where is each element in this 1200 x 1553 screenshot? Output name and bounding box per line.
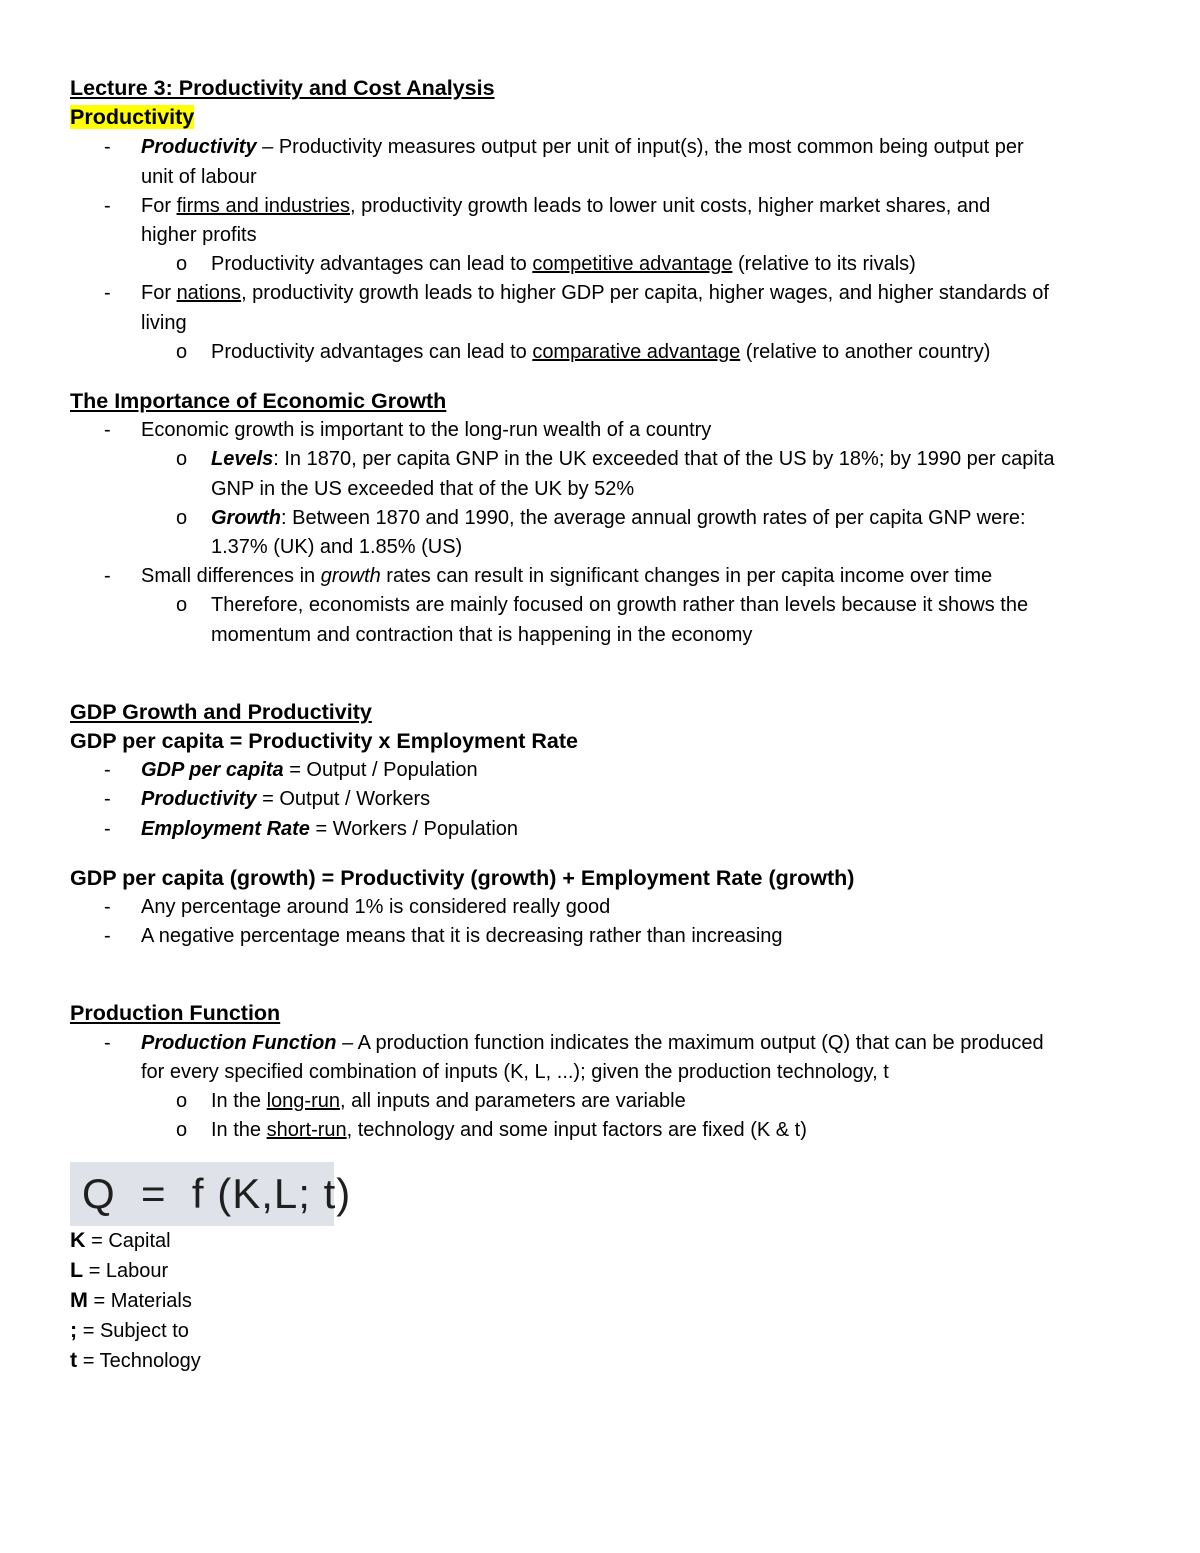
sub-list-item: o Levels: In 1870, per capita GNP in the UK exceeded that of the US by 18%; by 1990 per capita [176,448,1055,471]
section-production-function-title: Production Function [70,1001,281,1026]
page-title: Lecture 3: Productivity and Cost Analysis [70,76,495,100]
gdp-growth-equation: GDP per capita (growth) = Productivity (growth) + Employment Rate (growth) [70,865,855,890]
list-item: - Production Function – A production function indicates the maximum output (Q) that can be produced [104,1031,1044,1054]
sub-list-item: o In the short-run, technology and some input factors are fixed (K & t) [176,1119,807,1142]
list-item-continuation: higher profits [141,224,257,247]
section-gdp-growth-title: GDP Growth and Productivity [70,699,372,724]
list-item: - Any percentage around 1% is considered really good [104,896,611,919]
sub-list-item-continuation: 1.37% (UK) and 1.85% (US) [211,536,463,559]
symbol-definitions [70,1226,1130,1377]
sub-list-item: o In the long-run, all inputs and parameters are variable [176,1090,686,1113]
definition-item: t = Technology [70,1348,201,1373]
list-item: - A negative percentage means that it is decreasing rather than increasing [104,925,783,948]
list-item: - GDP per capita = Output / Population [104,759,478,782]
definition-item: K = Capital [70,1227,171,1252]
gdp-equation: GDP per capita = Productivity x Employment Rate [70,729,578,754]
list-item: - For nations, productivity growth leads to higher GDP per capita, higher wages, and higher standards of [104,282,1049,305]
section-economic-growth-title: The Importance of Economic Growth [70,389,447,414]
list-item-continuation: living [141,311,187,334]
production-function-formula: Q = f (K,L; t) [70,1162,334,1226]
list-item: - Productivity – Productivity measures output per unit of input(s), the most common being output per [104,136,1024,159]
list-item: - Productivity = Output / Workers [104,788,431,811]
definition-item: M = Materials [70,1287,192,1312]
sub-list-item: o Productivity advantages can lead to comparative advantage (relative to another country) [176,340,991,363]
sub-list-item: o Therefore, economists are mainly focused on growth rather than levels because it shows the [176,594,1029,617]
list-item: - For firms and industries, productivity growth leads to lower unit costs, higher market shares, and [104,194,991,217]
list-item: - Economic growth is important to the long-run wealth of a country [104,419,712,442]
sub-list-item: o Growth: Between 1870 and 1990, the average annual growth rates of per capita GNP were: [176,506,1026,529]
document-page [70,74,1130,1377]
list-item-continuation: for every specified combination of inputs (K, L, ...); given the production technology, t [141,1060,889,1083]
list-item: - Employment Rate = Workers / Population [104,817,519,840]
definition-item: ; = Subject to [70,1318,189,1343]
definition-item: L = Labour [70,1257,169,1282]
sub-list-item-continuation: momentum and contraction that is happening in the economy [211,623,753,646]
sub-list-item-continuation: GNP in the US exceeded that of the UK by 52% [211,477,635,500]
sub-list-item: o Productivity advantages can lead to competitive advantage (relative to its rivals) [176,253,916,276]
section-productivity-title: Productivity [70,105,195,130]
list-item-continuation: unit of labour [141,165,257,188]
list-item: - Small differences in growth rates can result in significant changes in per capita income over time [104,565,993,588]
